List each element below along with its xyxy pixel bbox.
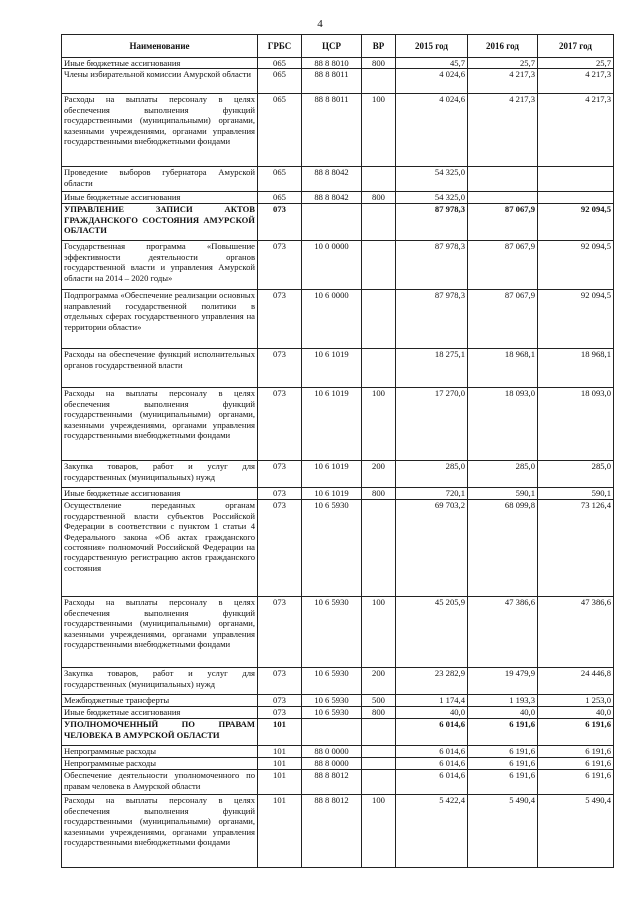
cell-grbs: 073 — [258, 500, 302, 597]
cell-2015: 6 014,6 — [396, 719, 468, 746]
cell-grbs: 101 — [258, 719, 302, 746]
cell-grbs: 101 — [258, 770, 302, 795]
cell-csr: 10 6 1019 — [302, 388, 362, 461]
cell-csr: 88 8 8042 — [302, 192, 362, 204]
cell-2016: 68 099,8 — [468, 500, 538, 597]
cell-csr: 10 6 1019 — [302, 488, 362, 500]
cell-csr: 88 8 0000 — [302, 758, 362, 770]
cell-name: Расходы на выплаты персоналу в целях обеспечения выполнения функций государственными (муниципальными) органами, казенными учреждениями, органами управления государственными внебюджетными фондами — [62, 388, 258, 461]
cell-vr: 100 — [362, 94, 396, 167]
cell-name: Иные бюджетные ассигнования — [62, 58, 258, 69]
cell-2015: 87 978,3 — [396, 290, 468, 349]
cell-vr — [362, 204, 396, 241]
cell-2015: 17 270,0 — [396, 388, 468, 461]
cell-2015: 45 205,9 — [396, 597, 468, 668]
page-number: 4 — [317, 18, 323, 30]
table-row — [62, 461, 614, 488]
cell-csr: 88 8 8011 — [302, 69, 362, 94]
cell-2017: 24 446,8 — [538, 668, 614, 695]
cell-2017: 40,0 — [538, 707, 614, 719]
cell-vr: 100 — [362, 597, 396, 668]
header-2015: 2015 год — [396, 35, 468, 58]
cell-csr: 88 8 8010 — [302, 58, 362, 69]
cell-2016: 18 093,0 — [468, 388, 538, 461]
cell-name: Государственная программа «Повышение эффективности деятельности органов государственной власти и управления Амурской области на 2014 – 2020 годы» — [62, 241, 258, 290]
header-grbs: ГРБС — [258, 35, 302, 58]
cell-grbs: 073 — [258, 707, 302, 719]
cell-grbs: 073 — [258, 461, 302, 488]
cell-csr: 10 6 5930 — [302, 500, 362, 597]
cell-2015: 4 024,6 — [396, 69, 468, 94]
cell-grbs: 073 — [258, 695, 302, 707]
cell-name: Иные бюджетные ассигнования — [62, 488, 258, 500]
cell-vr: 500 — [362, 695, 396, 707]
cell-name: УПОЛНОМОЧЕННЫЙ ПО ПРАВАМ ЧЕЛОВЕКА В АМУРСКОЙ ОБЛАСТИ — [62, 719, 258, 746]
header-vr: ВР — [362, 35, 396, 58]
cell-2016: 1 193,3 — [468, 695, 538, 707]
cell-2017: 25,7 — [538, 58, 614, 69]
cell-2016 — [468, 167, 538, 192]
cell-2015: 720,1 — [396, 488, 468, 500]
cell-grbs: 073 — [258, 597, 302, 668]
cell-2017 — [538, 167, 614, 192]
cell-grbs: 101 — [258, 746, 302, 758]
table-row — [62, 167, 614, 192]
cell-2017: 47 386,6 — [538, 597, 614, 668]
cell-csr: 10 6 5930 — [302, 668, 362, 695]
cell-csr: 10 6 5930 — [302, 597, 362, 668]
cell-2017: 5 490,4 — [538, 795, 614, 868]
cell-csr — [302, 204, 362, 241]
cell-name: Расходы на выплаты персоналу в целях обеспечения выполнения функций государственными (муниципальными) органами, казенными учреждениями, органами управления государственными внебюджетными фондами — [62, 597, 258, 668]
cell-vr — [362, 719, 396, 746]
cell-grbs: 073 — [258, 241, 302, 290]
table-row — [62, 597, 614, 668]
cell-2017: 4 217,3 — [538, 94, 614, 167]
cell-2015: 4 024,6 — [396, 94, 468, 167]
cell-2015: 6 014,6 — [396, 770, 468, 795]
cell-csr: 10 6 0000 — [302, 290, 362, 349]
table-row — [62, 69, 614, 94]
cell-2017: 1 253,0 — [538, 695, 614, 707]
table-row — [62, 58, 614, 69]
cell-grbs: 065 — [258, 69, 302, 94]
cell-2017 — [538, 192, 614, 204]
cell-grbs: 073 — [258, 488, 302, 500]
cell-vr: 100 — [362, 388, 396, 461]
cell-csr: 88 8 8012 — [302, 770, 362, 795]
cell-2017: 92 094,5 — [538, 241, 614, 290]
cell-name: Осуществление переданных органам государственной власти субъектов Российской Федерации в соответствии с пунктом 1 статьи 4 Федерального закона «Об актах гражданского состояния» полномочий Российской Федерации на государственную регистрацию актов гражданского состояния — [62, 500, 258, 597]
cell-2015: 285,0 — [396, 461, 468, 488]
cell-2015: 6 014,6 — [396, 758, 468, 770]
cell-vr — [362, 167, 396, 192]
cell-name: Закупка товаров, работ и услуг для государственных (муниципальных) нужд — [62, 668, 258, 695]
cell-name: Иные бюджетные ассигнования — [62, 707, 258, 719]
cell-2016: 4 217,3 — [468, 69, 538, 94]
table-row — [62, 388, 614, 461]
cell-2017: 285,0 — [538, 461, 614, 488]
cell-name: Члены избирательной комиссии Амурской области — [62, 69, 258, 94]
cell-grbs: 073 — [258, 388, 302, 461]
table-row — [62, 758, 614, 770]
cell-csr: 10 6 1019 — [302, 461, 362, 488]
cell-2015: 87 978,3 — [396, 204, 468, 241]
cell-2015: 23 282,9 — [396, 668, 468, 695]
cell-2016: 590,1 — [468, 488, 538, 500]
cell-2015: 45,7 — [396, 58, 468, 69]
cell-2016: 87 067,9 — [468, 290, 538, 349]
cell-2015: 40,0 — [396, 707, 468, 719]
cell-2017: 6 191,6 — [538, 719, 614, 746]
cell-2016: 6 191,6 — [468, 746, 538, 758]
cell-2015: 69 703,2 — [396, 500, 468, 597]
header-2016: 2016 год — [468, 35, 538, 58]
cell-2017: 18 968,1 — [538, 349, 614, 388]
cell-vr: 800 — [362, 58, 396, 69]
cell-name: УПРАВЛЕНИЕ ЗАПИСИ АКТОВ ГРАЖДАНСКОГО СОСТОЯНИЯ АМУРСКОЙ ОБЛАСТИ — [62, 204, 258, 241]
cell-2015: 1 174,4 — [396, 695, 468, 707]
cell-vr: 100 — [362, 795, 396, 868]
cell-name: Закупка товаров, работ и услуг для государственных (муниципальных) нужд — [62, 461, 258, 488]
header-csr: ЦСР — [302, 35, 362, 58]
cell-csr: 10 0 0000 — [302, 241, 362, 290]
cell-2016: 40,0 — [468, 707, 538, 719]
cell-2017: 92 094,5 — [538, 290, 614, 349]
cell-vr — [362, 500, 396, 597]
table-row — [62, 349, 614, 388]
table-row — [62, 795, 614, 868]
table-row — [62, 668, 614, 695]
cell-2015: 6 014,6 — [396, 746, 468, 758]
cell-2016: 5 490,4 — [468, 795, 538, 868]
table-row — [62, 204, 614, 241]
cell-2016: 25,7 — [468, 58, 538, 69]
table-row — [62, 719, 614, 746]
cell-grbs: 065 — [258, 167, 302, 192]
cell-2016: 285,0 — [468, 461, 538, 488]
table-row — [62, 695, 614, 707]
cell-csr: 10 6 5930 — [302, 707, 362, 719]
table-row — [62, 241, 614, 290]
table-header-row — [62, 35, 614, 58]
cell-grbs: 101 — [258, 758, 302, 770]
cell-2016: 6 191,6 — [468, 770, 538, 795]
cell-name: Расходы на выплаты персоналу в целях обеспечения выполнения функций государственными (муниципальными) органами, казенными учреждениями, органами управления государственными внебюджетными фондами — [62, 94, 258, 167]
cell-vr — [362, 241, 396, 290]
cell-2016: 47 386,6 — [468, 597, 538, 668]
cell-name: Непрограммные расходы — [62, 758, 258, 770]
cell-name: Расходы на обеспечение функций исполнительных органов государственной власти — [62, 349, 258, 388]
table-row — [62, 770, 614, 795]
cell-2016: 87 067,9 — [468, 241, 538, 290]
table-row — [62, 488, 614, 500]
cell-2016 — [468, 192, 538, 204]
table-row — [62, 746, 614, 758]
table-row — [62, 192, 614, 204]
cell-vr — [362, 290, 396, 349]
cell-grbs: 073 — [258, 290, 302, 349]
cell-2015: 18 275,1 — [396, 349, 468, 388]
cell-2017: 4 217,3 — [538, 69, 614, 94]
cell-csr: 10 6 1019 — [302, 349, 362, 388]
header-2017: 2017 год — [538, 35, 614, 58]
cell-name: Непрограммные расходы — [62, 746, 258, 758]
cell-2015: 54 325,0 — [396, 167, 468, 192]
table-row — [62, 707, 614, 719]
cell-csr — [302, 719, 362, 746]
cell-grbs: 073 — [258, 668, 302, 695]
cell-csr: 88 8 8011 — [302, 94, 362, 167]
cell-2016: 6 191,6 — [468, 719, 538, 746]
cell-vr: 200 — [362, 461, 396, 488]
table-row — [62, 500, 614, 597]
cell-2015: 5 422,4 — [396, 795, 468, 868]
cell-grbs: 101 — [258, 795, 302, 868]
cell-csr: 88 8 8012 — [302, 795, 362, 868]
cell-csr: 88 8 8042 — [302, 167, 362, 192]
cell-vr: 800 — [362, 488, 396, 500]
cell-vr — [362, 770, 396, 795]
cell-grbs: 073 — [258, 204, 302, 241]
header-name: Наименование — [62, 35, 258, 58]
cell-grbs: 073 — [258, 349, 302, 388]
cell-name: Проведение выборов губернатора Амурской области — [62, 167, 258, 192]
budget-table — [61, 34, 614, 868]
cell-vr: 800 — [362, 192, 396, 204]
cell-2015: 87 978,3 — [396, 241, 468, 290]
cell-name: Подпрограмма «Обеспечение реализации основных направлений государственной политики в отдельных сферах государственного управления на территории области» — [62, 290, 258, 349]
cell-vr — [362, 746, 396, 758]
cell-grbs: 065 — [258, 192, 302, 204]
cell-vr: 200 — [362, 668, 396, 695]
cell-csr: 10 6 5930 — [302, 695, 362, 707]
cell-name: Обеспечение деятельности уполномоченного по правам человека в Амурской области — [62, 770, 258, 795]
table-row — [62, 290, 614, 349]
cell-2017: 92 094,5 — [538, 204, 614, 241]
table-row — [62, 94, 614, 167]
table-body — [62, 58, 614, 868]
cell-2017: 6 191,6 — [538, 746, 614, 758]
cell-csr: 88 0 0000 — [302, 746, 362, 758]
cell-2017: 73 126,4 — [538, 500, 614, 597]
cell-vr: 800 — [362, 707, 396, 719]
cell-2016: 18 968,1 — [468, 349, 538, 388]
cell-vr — [362, 758, 396, 770]
cell-name: Расходы на выплаты персоналу в целях обеспечения выполнения функций государственными (муниципальными) органами, казенными учреждениями, органами управления государственными внебюджетными фондами — [62, 795, 258, 868]
cell-2017: 6 191,6 — [538, 770, 614, 795]
cell-2017: 590,1 — [538, 488, 614, 500]
cell-vr — [362, 349, 396, 388]
cell-2015: 54 325,0 — [396, 192, 468, 204]
cell-2016: 19 479,9 — [468, 668, 538, 695]
cell-name: Иные бюджетные ассигнования — [62, 192, 258, 204]
cell-2016: 6 191,6 — [468, 758, 538, 770]
cell-2016: 87 067,9 — [468, 204, 538, 241]
cell-name: Межбюджетные трансферты — [62, 695, 258, 707]
cell-2016: 4 217,3 — [468, 94, 538, 167]
cell-grbs: 065 — [258, 58, 302, 69]
cell-2017: 6 191,6 — [538, 758, 614, 770]
cell-grbs: 065 — [258, 94, 302, 167]
cell-2017: 18 093,0 — [538, 388, 614, 461]
cell-vr — [362, 69, 396, 94]
